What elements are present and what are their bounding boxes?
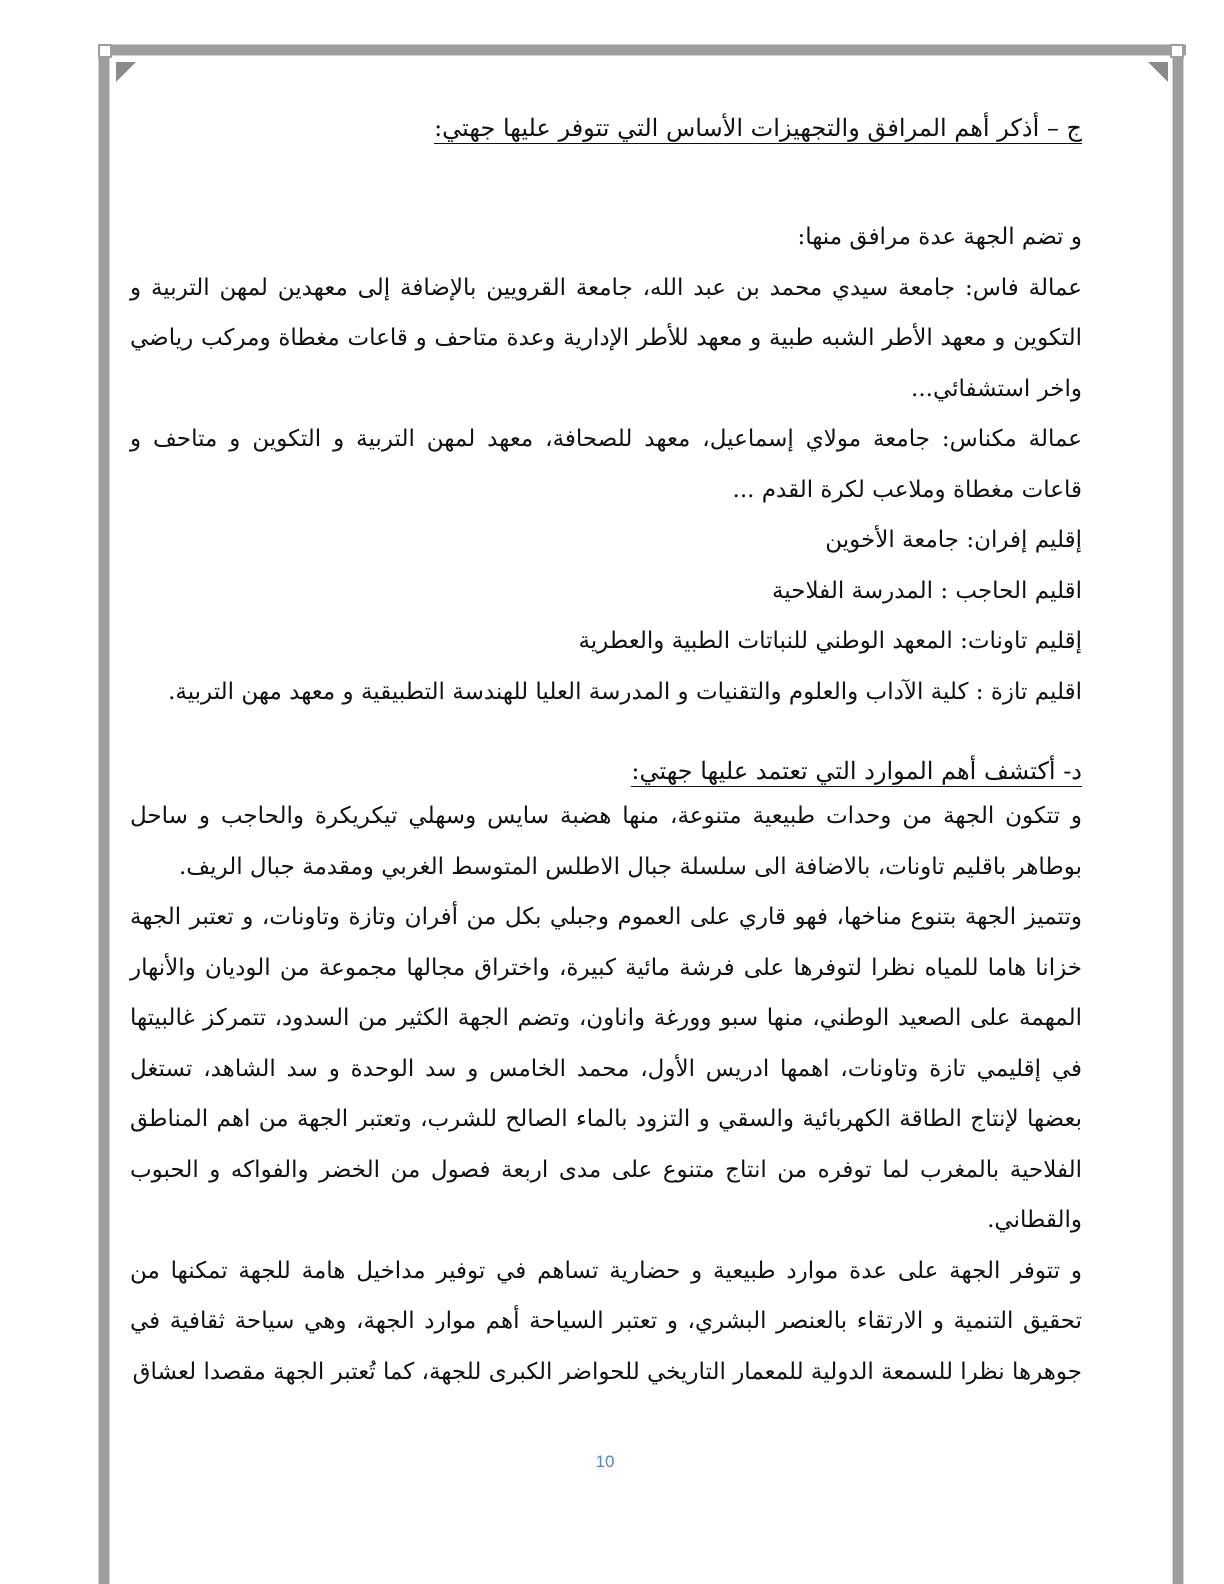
section-c-fes: عمالة فاس: جامعة سيدي محمد بن عبد الله، جامعة القرويين بالإضافة إلى معهدين لمهن التربية و التكوين و معهد الأطر الشبه طبية و معهد للأطر الإدارية وعدة متاحف و قاعات مغطاة ومركب رياضي واخر استشفائي... xyxy=(130,274,1082,402)
section-c-ifrane: إقليم إفران: جامعة الأخوين xyxy=(825,527,1082,553)
section-d-paragraph-2: وتتميز الجهة بتنوع مناخها، فهو قاري على العموم وجبلي بكل من أفران وتازة وتاونات، و تعتبر الجهة خزانا هاما للمياه نظرا لتوفرها على فرشة مائية كبيرة، واختراق مجالها مجموعة من الوديان والأنهار المهمة على الصعيد الوطني، منها سبو وورغة واناون، وتضم الجهة الكثير من السدود، تتمركز غالبيتها في إقليمي تازة وتاونات، اهمها ادريس الأول، محمد الخامس و سد الوحدة و سد الشاهد، تستغل بعضها لإنتاج الطاقة الكهربائية والسقي و التزود بالماء الصالح للشرب، وتعتبر الجهة من اهم المناطق الفلاحية بالمغرب لما توفره من انتاج متنوع على مدى اربعة فصول من الخضر والفواكه و الحبوب والقطاني. xyxy=(130,904,1082,1233)
section-d-heading xyxy=(130,751,1082,791)
section-c-taounate: إقليم تاونات: المعهد الوطني للنباتات الطبية والعطرية xyxy=(578,628,1082,654)
section-d-heading-text: د- أكتشف أهم الموارد التي تعتمد عليها جهتي: xyxy=(631,757,1082,785)
page-border-right xyxy=(1172,44,1184,1584)
corner-triangle-right xyxy=(1148,62,1168,82)
page-border-left xyxy=(98,44,110,1584)
section-c-meknes: عمالة مكناس: جامعة مولاي إسماعيل، معهد للصحافة، معهد لمهن التربية و التكوين و متاحف و قاعات مغطاة وملاعب لكرة القدم ... xyxy=(130,426,1082,503)
section-d-paragraph-1: و تتكون الجهة من وحدات طبيعية متنوعة، منها هضبة سايس وسهلي تيكريكرة والحاجب و ساحل بوطاهر باقليم تاونات، بالاضافة الى سلسلة جبال الاطلس المتوسط الغربي ومقدمة جبال الريف. xyxy=(130,803,1082,880)
document-body xyxy=(130,108,1082,1397)
section-c-heading xyxy=(130,108,1082,148)
page-number-text: 10 xyxy=(595,1452,615,1471)
section-c-intro: و تضم الجهة عدة مرافق منها: xyxy=(797,224,1082,250)
corner-square-left xyxy=(98,44,112,58)
section-d-paragraph-3: و تتوفر الجهة على عدة موارد طبيعية و حضارية تساهم في توفير مداخيل هامة للجهة تمكنها من تحقيق التنمية و الارتقاء بالعنصر البشري، و تعتبر السياحة أهم موارد الجهة، وهي سياحة ثقافية في جوهرها نظرا للسمعة الدولية للمعمار التاريخي للحواضر الكبرى للجهة، كما تُعتبر الجهة مقصدا لعشاق xyxy=(130,1257,1082,1385)
page-number xyxy=(0,1452,1224,1472)
corner-triangle-left xyxy=(116,62,136,82)
section-c-taza: اقليم تازة : كلية الآداب والعلوم والتقنيات و المدرسة العليا للهندسة التطبيقية و معهد مهن التربية. xyxy=(168,678,1082,705)
page-border-top xyxy=(98,44,1186,56)
corner-square-right xyxy=(1170,44,1184,58)
section-c-heading-text: ج – أذكر أهم المرافق والتجهيزات الأساس التي تتوفر عليها جهتي: xyxy=(434,114,1082,142)
section-c-hajeb: اقليم الحاجب : المدرسة الفلاحية xyxy=(771,577,1082,604)
